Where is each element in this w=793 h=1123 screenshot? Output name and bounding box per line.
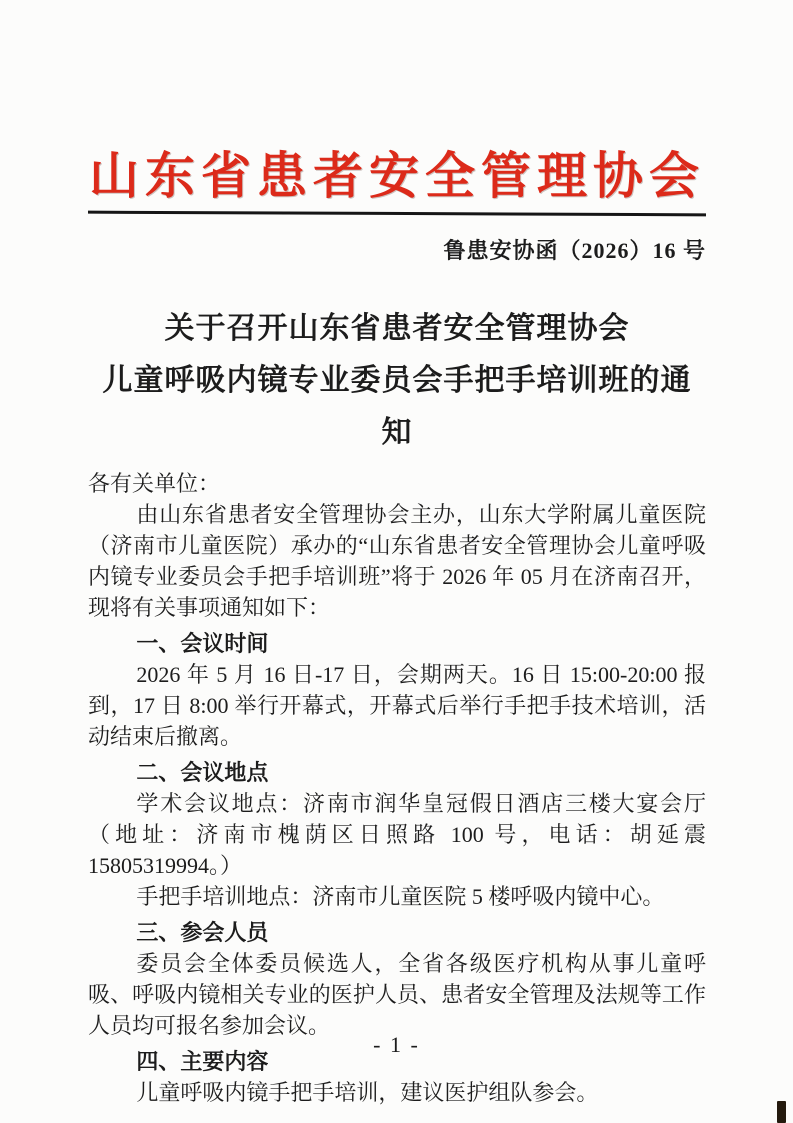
doc-number: 鲁患安协函（2026）16 号 xyxy=(443,238,706,263)
org-name: 山东省患者安全管理协会 xyxy=(89,148,705,204)
document-body xyxy=(88,468,706,1108)
salutation: 各有关单位： xyxy=(88,471,221,496)
notice-title-line2: 儿童呼吸内镜专业委员会手把手培训班的通知 xyxy=(102,364,692,449)
scan-artifact-mark xyxy=(777,1101,786,1123)
section-heading-4: 四、主要内容 xyxy=(136,1049,269,1074)
section-meeting-time xyxy=(88,628,706,752)
section-4-paragraph: 儿童呼吸内镜手把手培训，建议医护组队参会。 xyxy=(136,1080,599,1105)
page-number: - 1 - xyxy=(373,1032,420,1057)
section-participants xyxy=(88,917,706,1041)
section-heading-2: 二、会议地点 xyxy=(136,760,269,785)
section-2-paragraph-2: 手把手培训地点：济南市儿童医院 5 楼呼吸内镜中心。 xyxy=(136,884,665,909)
section-3-paragraph: 委员会全体委员候选人，全省各级医疗机构从事儿童呼吸、呼吸内镜相关专业的医护人员、患者安全管理及法规等工作人员均可报名参加会议。 xyxy=(88,951,706,1038)
section-2-paragraph-1: 学术会议地点：济南市润华皇冠假日酒店三楼大宴会厅（地址：济南市槐荫区日照路 100 号，电话：胡延震 15805319994。） xyxy=(88,791,706,878)
letterhead-divider xyxy=(88,211,706,217)
letterhead xyxy=(88,148,706,265)
section-heading-1: 一、会议时间 xyxy=(136,631,269,656)
intro-paragraph: 由山东省患者安全管理协会主办，山东大学附属儿童医院（济南市儿童医院）承办的“山东省患者安全管理协会儿童呼吸内镜专业委员会手把手培训班”将于 2026 年 05 月在济南召开，现将有关事项通知如下： xyxy=(88,502,706,620)
notice-title xyxy=(88,303,706,459)
section-1-paragraph: 2026 年 5 月 16 日-17 日，会期两天。16 日 15:00-20:00 报到，17 日 8:00 举行开幕式，开幕式后举行手把手技术培训，活动结束后撤离。 xyxy=(88,662,706,749)
section-heading-3: 三、参会人员 xyxy=(136,920,269,945)
notice-title-line1: 关于召开山东省患者安全管理协会 xyxy=(164,312,630,345)
section-meeting-location xyxy=(88,757,706,912)
